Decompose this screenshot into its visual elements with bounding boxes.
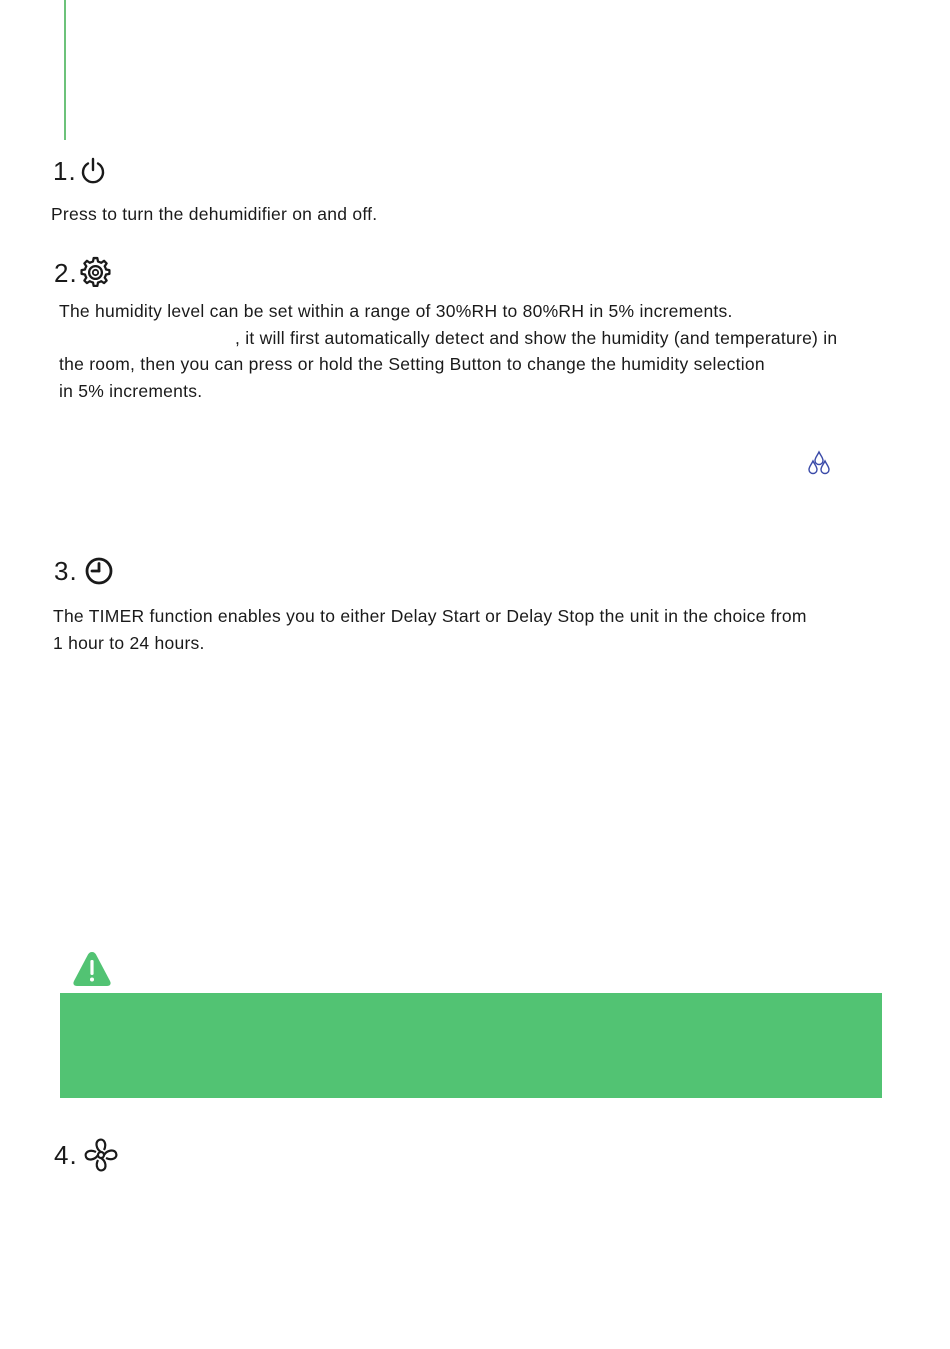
warning-box xyxy=(60,993,882,1098)
text-line: in 5% increments. xyxy=(59,380,203,401)
accent-line xyxy=(64,0,66,140)
section-2-number: 2. xyxy=(54,257,78,288)
section-4-heading xyxy=(54,1137,119,1173)
text-line: the room, then you can press or hold the Setting Button to change the humidity selection xyxy=(59,354,765,374)
section-4-number: 4. xyxy=(54,1140,78,1170)
section-3-heading xyxy=(54,556,114,586)
section-3-number: 3. xyxy=(54,556,78,586)
section-1-number: 1. xyxy=(53,156,77,186)
water-drops-icon xyxy=(806,450,832,485)
section-1-text xyxy=(51,201,377,228)
power-icon xyxy=(79,157,107,185)
text-line: , it will first automatically detect and show the humidity (and temperature) in xyxy=(235,327,838,348)
section-3-text xyxy=(53,603,807,656)
timer-icon xyxy=(84,556,114,586)
warning-icon xyxy=(72,950,112,993)
text-line: The TIMER function enables you to either Delay Start or Delay Stop the unit in the choice from xyxy=(53,606,807,626)
text-line: The humidity level can be set within a range of 30%RH to 80%RH in 5% increments. xyxy=(59,301,733,321)
text-line: Press to turn the dehumidifier on and off. xyxy=(51,204,378,224)
section-2-text xyxy=(59,298,837,404)
section-2-heading xyxy=(54,256,112,289)
fan-icon xyxy=(83,1137,119,1173)
gear-icon xyxy=(79,256,112,289)
section-1-heading xyxy=(53,157,107,185)
text-line: 1 hour to 24 hours. xyxy=(53,632,205,653)
